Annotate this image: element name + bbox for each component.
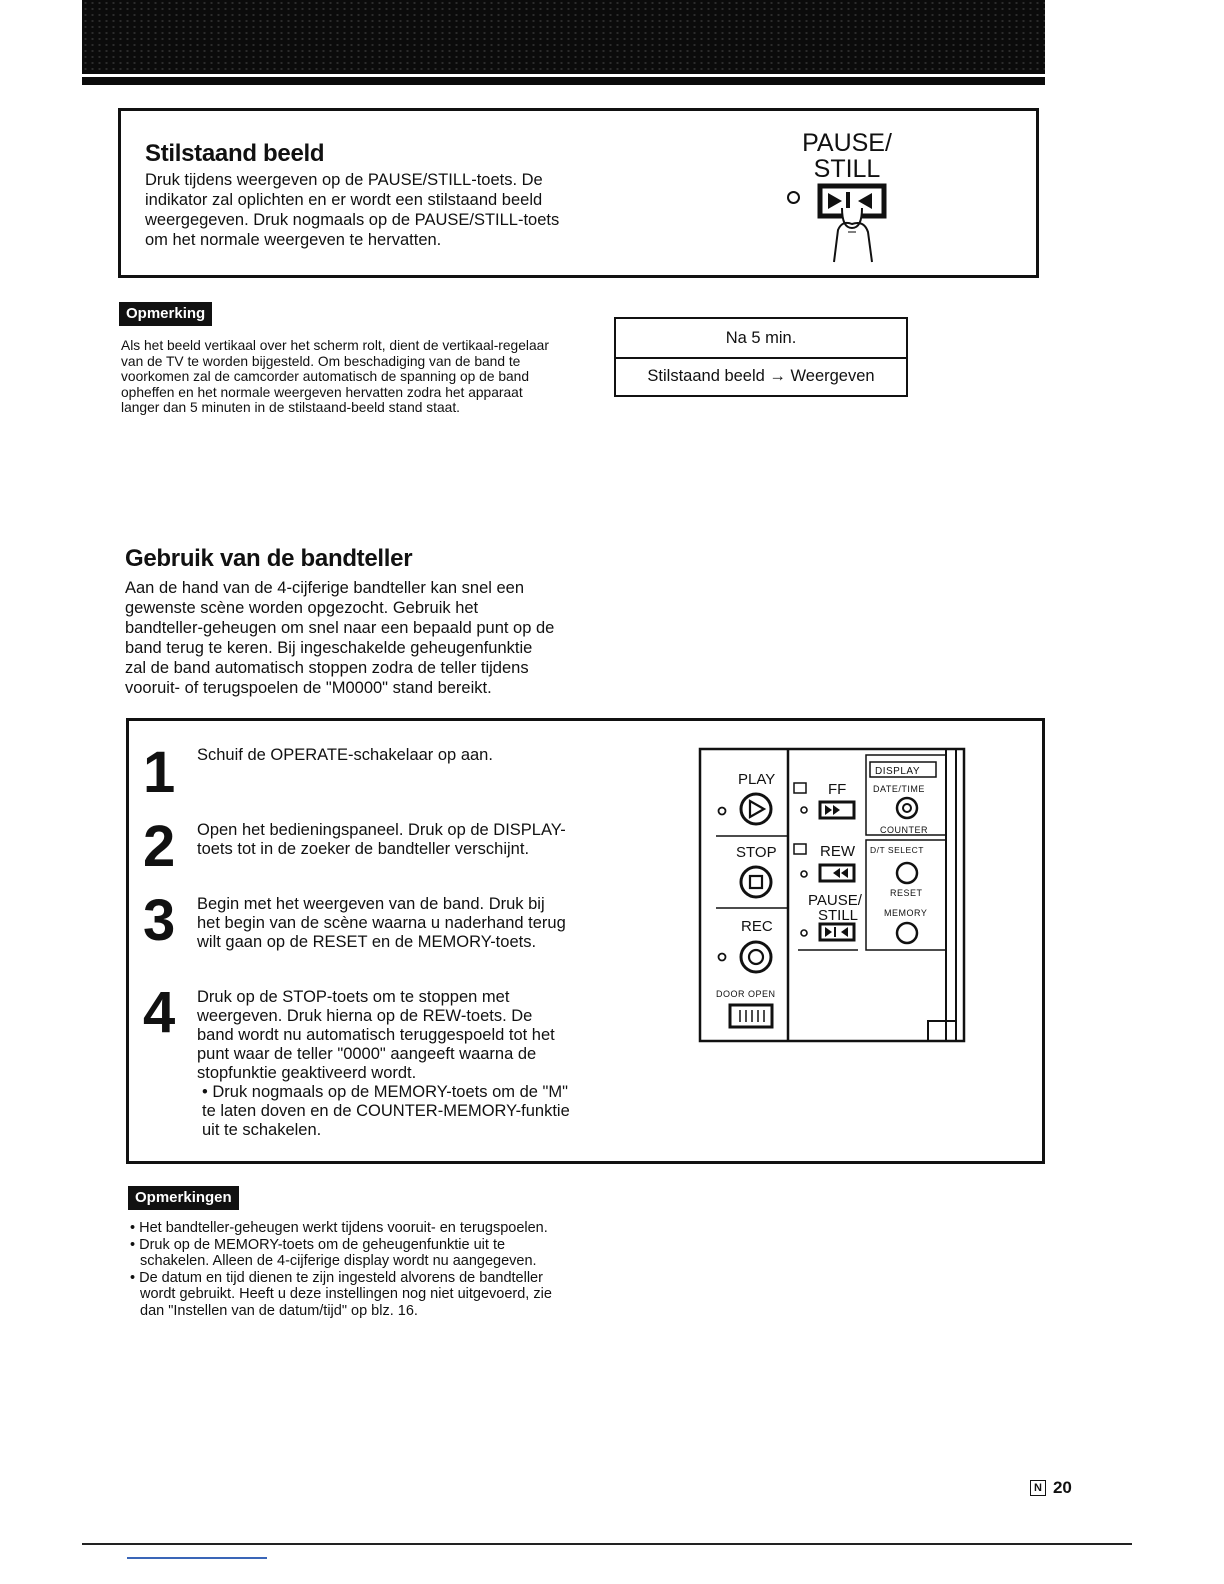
footer-link-underline [127,1557,267,1559]
memory-label: MEMORY [884,908,928,918]
pause-label-line1: PAUSE/ [802,129,892,157]
step-number: 4 [143,980,176,1045]
rew-label: REW [820,843,855,860]
language-badge: N [1030,1480,1046,1496]
stop-label: STOP [736,844,777,861]
counter-section-title: Gebruik van de bandteller [125,545,413,572]
timeout-table-cell: Stilstaand beeld → Weergeven [647,367,875,385]
pause-indicator-lamp [787,191,800,204]
timeout-table-header: Na 5 min. [616,319,906,359]
header-rule [82,77,1045,85]
door-open-label: DOOR OPEN [716,989,776,999]
timeout-table [614,317,908,397]
step-text: Open het bedieningspaneel. Druk op de DISPLAY-toets tot in de zoeker de bandteller verschijnt. [197,821,566,858]
pause-label: PAUSE/ [808,892,862,909]
dt-select-label: D/T SELECT [870,845,924,855]
note-item: • De datum en tijd dienen te zijn ingesteld alvorens de bandteller wordt gebruikt. Heeft u deze instellingen nog niet uitgevoerd, zie dan "Instellen van de datum/tijd" op blz. 16. [130,1269,552,1319]
reset-label: RESET [890,888,923,898]
note-badge: Opmerking [119,302,212,326]
still-label: STILL [818,907,859,924]
step-number: 3 [143,888,176,953]
step-number: 2 [143,814,176,879]
notes-badge: Opmerkingen [128,1186,239,1210]
counter-section-body: Aan de hand van de 4-cijferige bandteller kan snel een gewenste scène worden opgezocht. Gebruik het bandteller-geheugen om snel naar een bepaald punt op de band terug te keren. Bij ingeschakelde geheugenfunktie zal de band automatisch stoppen zodra de teller tijdens vooruit- of terugspoelen de "M0000" stand bereikt. [125,579,555,697]
still-section-body: Druk tijdens weergeven op de PAUSE/STILL-toets. De indikator zal oplichten en er wordt een stilstaand beeld weergegeven. Druk nogmaals op de PAUSE/STILL-toets om het normale weergeven te hervatten. [145,171,560,249]
step-4-main: Druk op de STOP-toets om te stoppen met weergeven. Druk hierna op de REW-toets. De band wordt nu automatisch teruggespoeld tot het punt waar de teller "0000" aangeeft waarna de stopfunktie geaktiveerd wordt. [197,988,555,1082]
pause-still-button-icon [812,180,892,264]
still-section-title: Stilstaand beeld [145,140,325,167]
step-text: Schuif de OPERATE-schakelaar op aan. [197,746,493,764]
counter-label: COUNTER [880,825,928,835]
memory-button-icon [897,923,917,943]
camcorder-control-panel [698,745,966,1043]
ff-label: FF [828,781,847,798]
note-item: • Het bandteller-geheugen werkt tijdens vooruit- en terugspoelen. [130,1220,548,1236]
header-band [82,0,1045,74]
display-button-icon [897,798,917,818]
date-time-label: DATE/TIME [873,784,925,794]
note-text: Als het beeld vertikaal over het scherm rolt, dient de vertikaal-regelaar van de TV te worden bijgesteld. Om beschadiging van de band te voorkomen zal de camcorder automatisch de spanning op de band opheffen en het normale weergeven hervatten zodra het apparaat langer dan 5 minuten in de stilstaand-beeld stand staat. [121,338,549,416]
note-item: • Druk op de MEMORY-toets om de geheugenfunktie uit te schakelen. Alleen de 4-cijferige display wordt nu aangegeven. [130,1236,537,1269]
step-text [197,988,572,1140]
footer-rule [82,1543,1132,1545]
step-number: 1 [143,740,176,805]
rec-label: REC [741,918,773,935]
notes-list [130,1220,560,1319]
door-open-switch-icon [730,1005,772,1027]
step-text: Begin met het weergeven van de band. Druk bij het begin van de scène waarna u naderhand terug wilt gaan op de RESET en de MEMORY-toets. [197,895,566,951]
play-label: PLAY [738,771,776,788]
stop-button-icon [741,867,771,897]
play-button-icon [741,794,771,824]
page-number-value: 20 [1052,1478,1072,1497]
page-number [1030,1478,1072,1498]
pause-label-line2: STILL [813,155,881,183]
step-4-bullet: • Druk nogmaals op de MEMORY-toets om de "M" te laten doven en de COUNTER-MEMORY-funktie uit te schakelen. [202,1083,570,1139]
display-label: DISPLAY [875,766,920,777]
pause-still-label [772,130,922,182]
dt-select-button-icon [897,863,917,883]
rec-button-icon [741,942,771,972]
